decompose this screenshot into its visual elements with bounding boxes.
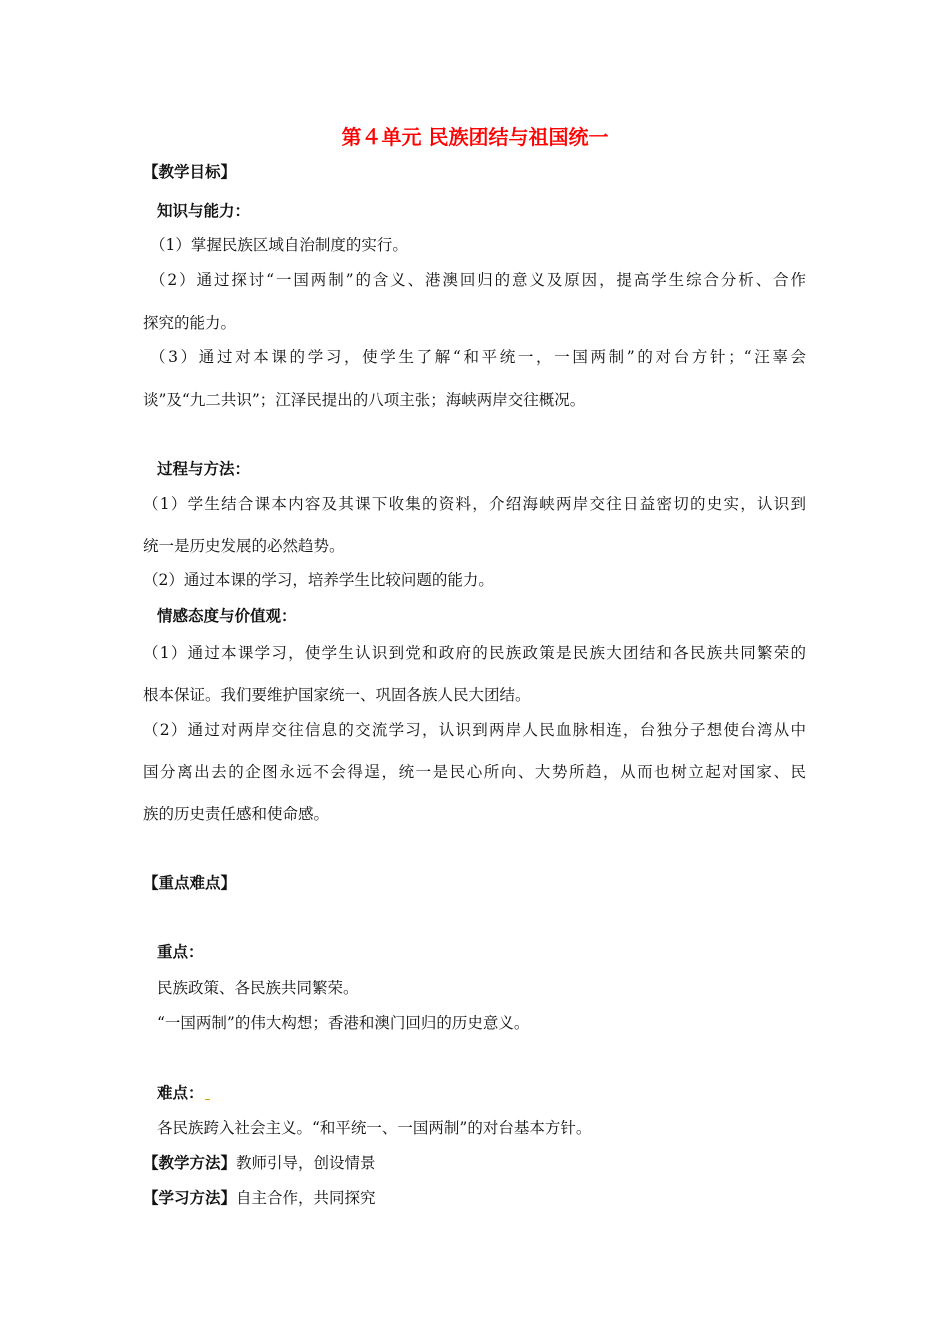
knowledge-item-2-line-1: （2）通过探讨“一国两制”的含义、港澳回归的意义及原因，提高学生综合分析、合作 [150,271,806,289]
knowledge-item-3-line-2: 谈”及“九二共识”；江泽民提出的八项主张；海峡两岸交往概况。 [143,391,586,409]
key-points-heading: 【重点难点】 [143,874,237,892]
knowledge-heading: 知识与能力： [157,202,251,220]
difficulty-heading: 难点： [157,1084,204,1102]
knowledge-item-2-line-2: 探究的能力。 [143,314,237,332]
attitude-item-2-line-1: （2）通过对两岸交往信息的交流学习，认识到两岸人民血脉相连，台独分子想使台湾从中 [143,721,806,739]
teaching-method [143,1153,376,1173]
attitude-item-1-line-1: （1）通过本课学习，使学生认识到党和政府的民族政策是民族大团结和各民族共同繁荣的 [143,644,806,662]
focus-heading: 重点： [157,943,204,961]
focus-item-2: “一国两制”的伟大构想；香港和澳门回归的历史意义。 [157,1014,530,1032]
attitude-heading: 情感态度与价值观： [157,607,297,625]
learning-method [143,1188,376,1208]
attitude-item-2-line-2: 国分离出去的企图永远不会得逞，统一是民心所向、大势所趋，从而也树立起对国家、民 [143,763,806,781]
attitude-item-2-line-3: 族的历史责任感和使命感。 [143,805,330,823]
page-title: 第４单元 民族团结与祖国统一 [341,125,609,149]
objectives-heading: 【教学目标】 [143,163,237,181]
process-item-1-line-2: 统一是历史发展的必然趋势。 [143,537,345,555]
knowledge-item-3-line-1: （3）通过对本课的学习，使学生了解“和平统一，一国两制”的对台方针；“汪辜会 [150,348,806,366]
learning-method-label: 【学习方法】 [143,1189,237,1207]
teaching-method-value: 教师引导，创设情景 [236,1154,376,1172]
difficulty-item-1: 各民族跨入社会主义。“和平统一、一国两制”的对台基本方针。 [157,1119,592,1137]
knowledge-item-1: （1）掌握民族区域自治制度的实行。 [150,236,408,254]
process-heading: 过程与方法： [157,460,251,478]
learning-method-value: 自主合作，共同探究 [236,1189,376,1207]
edit-mark [205,1099,210,1100]
process-item-2: （2）通过本课的学习，培养学生比较问题的能力。 [143,571,494,589]
teaching-method-label: 【教学方法】 [143,1154,237,1172]
focus-item-1: 民族政策、各民族共同繁荣。 [157,979,359,997]
process-item-1-line-1: （1）学生结合课本内容及其课下收集的资料，介绍海峡两岸交往日益密切的史实，认识到 [143,495,806,513]
attitude-item-1-line-2: 根本保证。我们要维护国家统一、巩固各族人民大团结。 [143,686,531,704]
